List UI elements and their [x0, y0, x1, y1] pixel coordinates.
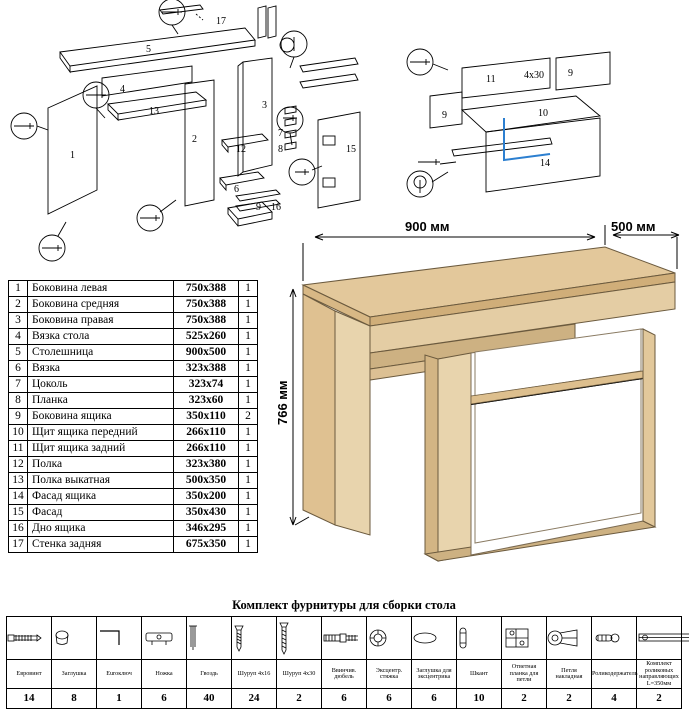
- part-name: Фасад ящика: [28, 489, 174, 505]
- hardware-label: Эксцентр. стяжка: [367, 660, 412, 689]
- table-row: [9, 489, 258, 505]
- hardware-label: Шуруп 4х16: [232, 660, 277, 689]
- svg-text:16: 16: [271, 202, 281, 213]
- part-quantity: 1: [239, 281, 258, 297]
- table-row: [9, 297, 258, 313]
- part-dimension: 350x200: [174, 489, 239, 505]
- table-row: [9, 521, 258, 537]
- screw-4x30-icon: [277, 617, 322, 660]
- part-number: 10: [9, 425, 28, 441]
- part-name: Вязка стола: [28, 329, 174, 345]
- product-3d-view: [275, 219, 689, 565]
- part-dimension: 750x388: [174, 313, 239, 329]
- part-name: Вязка: [28, 361, 174, 377]
- part-quantity: 1: [239, 377, 258, 393]
- hardware-count-row: [7, 689, 682, 709]
- part-dimension: 350x110: [174, 409, 239, 425]
- part-number: 13: [9, 473, 28, 489]
- svg-text:9: 9: [442, 110, 447, 121]
- part-quantity: 1: [239, 473, 258, 489]
- part-name: Дно ящика: [28, 521, 174, 537]
- svg-text:9: 9: [256, 202, 261, 213]
- hardware-count: 6: [367, 689, 412, 709]
- table-row: [9, 473, 258, 489]
- hardware-label: Ножка: [142, 660, 187, 689]
- euro-screw-icon: [7, 617, 52, 660]
- table-row: [9, 313, 258, 329]
- part-quantity: 1: [239, 393, 258, 409]
- part-number: 11: [9, 441, 28, 457]
- depth-dimension-label: 500 мм: [611, 219, 656, 234]
- height-dimension-label: 766 мм: [275, 380, 290, 425]
- part-name: Полка выкатная: [28, 473, 174, 489]
- width-dimension-label: 900 мм: [405, 219, 450, 234]
- part-number: 17: [9, 537, 28, 553]
- hardware-label: Шкант: [457, 660, 502, 689]
- part-name: Планка: [28, 393, 174, 409]
- svg-text:2: 2: [192, 134, 197, 145]
- part-number: 6: [9, 361, 28, 377]
- hardware-count: 1: [97, 689, 142, 709]
- part-dimension: 675x350: [174, 537, 239, 553]
- hardware-count: 10: [457, 689, 502, 709]
- screw-4x16-icon: [232, 617, 277, 660]
- table-row: [9, 457, 258, 473]
- svg-text:10: 10: [538, 108, 548, 119]
- hardware-section: [6, 598, 682, 709]
- part-name: Полка: [28, 457, 174, 473]
- hardware-count: 2: [547, 689, 592, 709]
- part-name: Щит ящика передний: [28, 425, 174, 441]
- table-row: [9, 537, 258, 553]
- svg-text:11: 11: [486, 74, 496, 85]
- hardware-label: Ввинчив. дюбель: [322, 660, 367, 689]
- part-quantity: 1: [239, 361, 258, 377]
- hinge-icon: [547, 617, 592, 660]
- hardware-count: 2: [502, 689, 547, 709]
- hardware-count: 6: [412, 689, 457, 709]
- hardware-label: Заглушка для эксцентрика: [412, 660, 457, 689]
- part-name: Щит ящика задний: [28, 441, 174, 457]
- foot-icon: [142, 617, 187, 660]
- svg-text:7: 7: [278, 128, 283, 139]
- part-quantity: 1: [239, 489, 258, 505]
- part-dimension: 323x380: [174, 457, 239, 473]
- exploded-view-drawer: [400, 40, 680, 220]
- cap-icon: [52, 617, 97, 660]
- hardware-count: 14: [7, 689, 52, 709]
- table-row: [9, 505, 258, 521]
- part-name: Боковина средняя: [28, 297, 174, 313]
- svg-text:12: 12: [236, 144, 246, 155]
- part-dimension: 323x74: [174, 377, 239, 393]
- screw-in-dowel-icon: [322, 617, 367, 660]
- svg-text:4х30: 4х30: [524, 70, 544, 81]
- svg-text:8: 8: [278, 144, 283, 155]
- part-quantity: 1: [239, 505, 258, 521]
- part-quantity: 2: [239, 409, 258, 425]
- part-quantity: 1: [239, 441, 258, 457]
- table-row: [9, 345, 258, 361]
- table-row: [9, 409, 258, 425]
- eccentric-cap-icon: [412, 617, 457, 660]
- part-quantity: 1: [239, 313, 258, 329]
- part-dimension: 266x110: [174, 441, 239, 457]
- part-dimension: 750x388: [174, 297, 239, 313]
- svg-text:6: 6: [234, 184, 239, 195]
- part-dimension: 346x295: [174, 521, 239, 537]
- svg-text:9: 9: [568, 68, 573, 79]
- parts-table-body: [9, 281, 258, 553]
- part-number: 5: [9, 345, 28, 361]
- part-quantity: 1: [239, 329, 258, 345]
- hardware-label: Комплект роликовых направляющих L=350мм: [637, 660, 682, 689]
- part-dimension: 500x350: [174, 473, 239, 489]
- svg-text:3: 3: [262, 100, 267, 111]
- hardware-title: Комплект фурнитуры для сборки стола: [232, 598, 456, 612]
- part-quantity: 1: [239, 425, 258, 441]
- svg-text:15: 15: [346, 144, 356, 155]
- roller-holder-icon: [592, 617, 637, 660]
- part-quantity: 1: [239, 297, 258, 313]
- part-name: Столешница: [28, 345, 174, 361]
- hardware-count: 8: [52, 689, 97, 709]
- part-dimension: 350x430: [174, 505, 239, 521]
- part-number: 7: [9, 377, 28, 393]
- hardware-count: 2: [637, 689, 682, 709]
- table-row: [9, 281, 258, 297]
- hardware-label: Гвоздь: [187, 660, 232, 689]
- table-row: [9, 329, 258, 345]
- svg-text:17: 17: [216, 16, 226, 27]
- part-number: 9: [9, 409, 28, 425]
- hardware-label: Euroключ: [97, 660, 142, 689]
- hardware-count: 6: [142, 689, 187, 709]
- hardware-table: [6, 616, 682, 709]
- svg-text:5: 5: [146, 44, 151, 55]
- part-name: Фасад: [28, 505, 174, 521]
- table-row: [9, 425, 258, 441]
- hardware-label: Заглушка: [52, 660, 97, 689]
- part-quantity: 1: [239, 457, 258, 473]
- part-name: Цоколь: [28, 377, 174, 393]
- hardware-label: Евровинт: [7, 660, 52, 689]
- part-number: 15: [9, 505, 28, 521]
- hardware-label: Шуруп 4х30: [277, 660, 322, 689]
- svg-text:13: 13: [149, 106, 159, 117]
- part-dimension: 323x388: [174, 361, 239, 377]
- part-quantity: 1: [239, 537, 258, 553]
- hardware-count: 24: [232, 689, 277, 709]
- hardware-icon-row: [7, 617, 682, 660]
- hardware-count: 40: [187, 689, 232, 709]
- svg-text:4: 4: [120, 84, 125, 95]
- part-number: 1: [9, 281, 28, 297]
- table-row: [9, 377, 258, 393]
- part-quantity: 1: [239, 521, 258, 537]
- hardware-label: Ответная планка для петли: [502, 660, 547, 689]
- hardware-count: 4: [592, 689, 637, 709]
- part-name: Боковина ящика: [28, 409, 174, 425]
- hardware-label: Петля накладная: [547, 660, 592, 689]
- svg-text:1: 1: [70, 150, 75, 161]
- part-number: 14: [9, 489, 28, 505]
- slide-set-icon: [637, 617, 682, 660]
- part-quantity: 1: [239, 345, 258, 361]
- part-number: 2: [9, 297, 28, 313]
- part-number: 16: [9, 521, 28, 537]
- part-number: 12: [9, 457, 28, 473]
- part-number: 4: [9, 329, 28, 345]
- dowel-icon: [457, 617, 502, 660]
- part-number: 3: [9, 313, 28, 329]
- part-dimension: 750x388: [174, 281, 239, 297]
- hinge-plate-icon: [502, 617, 547, 660]
- part-number: 8: [9, 393, 28, 409]
- hardware-label-row: [7, 660, 682, 689]
- part-name: Стенка задняя: [28, 537, 174, 553]
- part-dimension: 266x110: [174, 425, 239, 441]
- part-name: Боковина левая: [28, 281, 174, 297]
- part-name: Боковина правая: [28, 313, 174, 329]
- table-row: [9, 361, 258, 377]
- parts-table: [8, 280, 258, 553]
- nail-icon: [187, 617, 232, 660]
- table-row: [9, 441, 258, 457]
- hardware-label: Роликодержатель: [592, 660, 637, 689]
- part-dimension: 900x500: [174, 345, 239, 361]
- allen-key-icon: [97, 617, 142, 660]
- hardware-count: 6: [322, 689, 367, 709]
- part-dimension: 323x60: [174, 393, 239, 409]
- table-row: [9, 393, 258, 409]
- part-dimension: 525x260: [174, 329, 239, 345]
- eccentric-coupler-icon: [367, 617, 412, 660]
- hardware-count: 2: [277, 689, 322, 709]
- svg-text:14: 14: [540, 158, 550, 169]
